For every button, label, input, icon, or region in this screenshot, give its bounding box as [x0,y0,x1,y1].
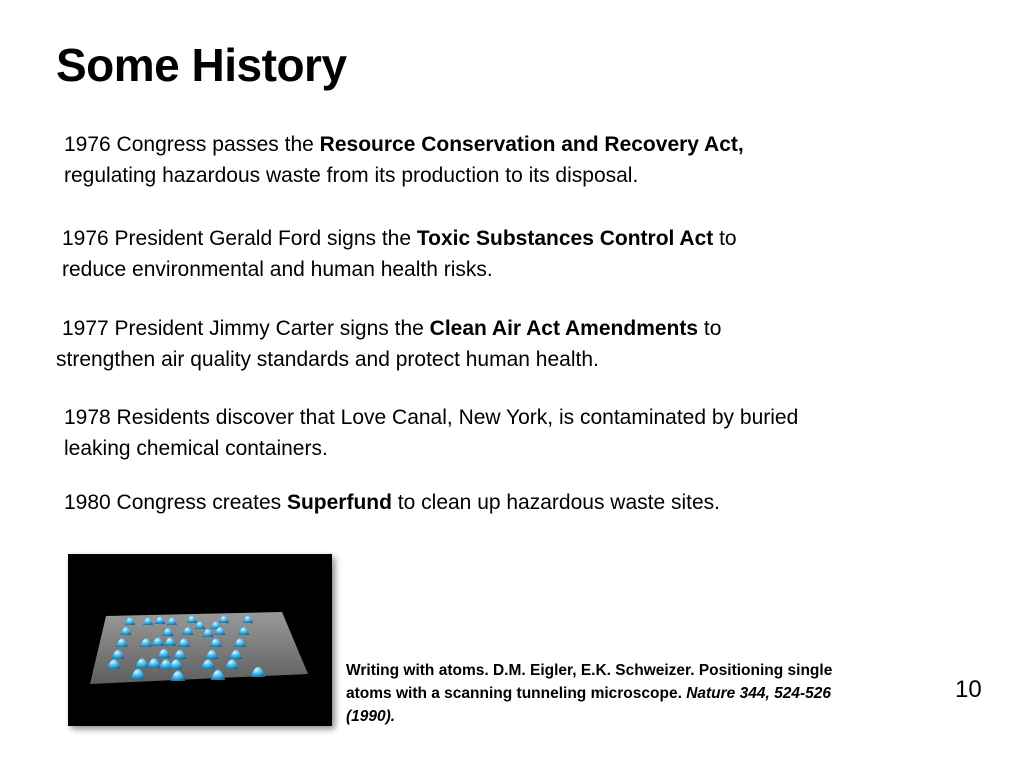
history-entry-1978-love-canal [64,402,984,464]
entry-text: 1977 President Jimmy Carter signs the [62,317,430,340]
caption-text: atoms with a scanning tunneling microscope. [346,685,687,702]
ibm-atoms-image [68,554,332,726]
act-name: Resource Conservation and Recovery Act, [319,133,744,156]
figure-caption [346,659,976,728]
entry-text: to clean up hazardous waste sites. [391,491,720,514]
history-entry-1977-clean-air [56,313,956,375]
citation-year: (1990). [346,708,396,725]
history-entry-1976-tsca [62,223,962,285]
act-name: Clean Air Act Amendments [429,317,699,340]
slide-title: Some History [56,39,347,91]
caption-text: Writing with atoms. D.M. Eigler, E.K. Schweizer. Positioning single [346,662,833,679]
entry-text: strengthen air quality standards and protect human health. [56,348,599,371]
stm-surface-graphic [68,554,332,726]
act-name: Superfund [286,491,392,514]
history-entry-1976-rcra [64,129,964,191]
entry-text: regulating hazardous waste from its production to its disposal. [64,164,639,187]
slide-number: 10 [955,676,982,703]
entry-text: 1980 Congress creates [64,491,287,514]
citation: Nature 344, 524-526 [686,685,831,702]
entry-text: reduce environmental and human health risks. [62,258,493,281]
entry-text: 1978 Residents discover that Love Canal, New York, is contaminated by buried [64,406,799,429]
act-name: Toxic Substances Control Act [416,227,714,250]
history-entry-1980-superfund [64,487,964,518]
entry-text: 1976 Congress passes the [64,133,320,156]
entry-text: to [698,317,722,340]
entry-text: 1976 President Gerald Ford signs the [62,227,417,250]
entry-text: leaking chemical containers. [64,437,328,460]
entry-text: to [713,227,737,250]
